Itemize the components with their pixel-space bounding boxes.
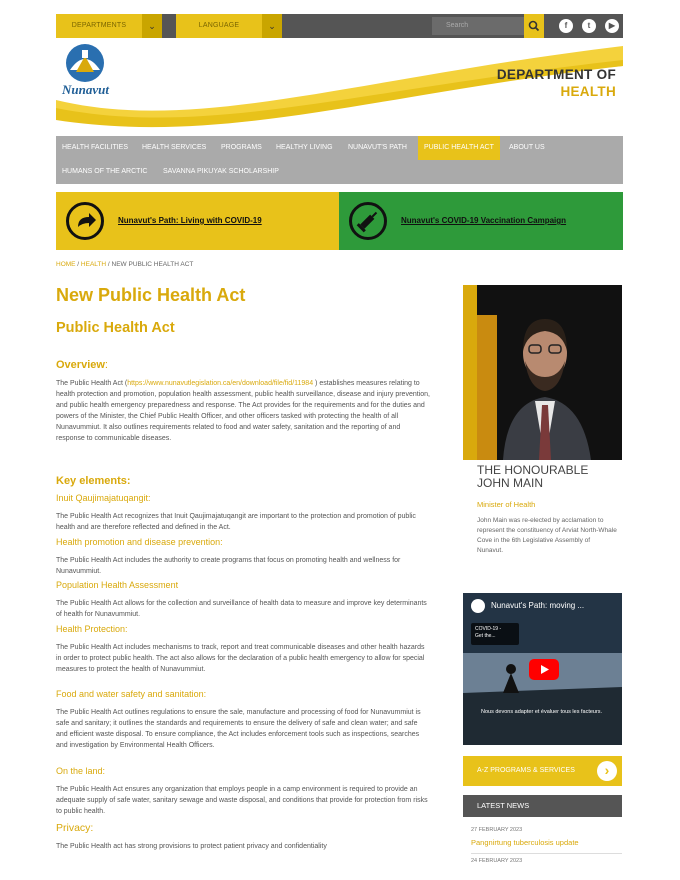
main-nav: [56, 136, 623, 184]
search-input[interactable]: Search: [432, 17, 524, 35]
breadcrumb: HOME / HEALTH / NEW PUBLIC HEALTH ACT: [56, 261, 194, 268]
news-title[interactable]: Pangnirtung tuberculosis update: [471, 838, 579, 847]
section-text-population-health: The Public Health Act allows for the collection and surveillance of health data to measure and improve key determinants of health for Nunavummiut.: [56, 600, 427, 618]
news-divider: [471, 853, 622, 854]
syringe-icon: [349, 202, 387, 240]
nunavut-crest-icon: [62, 42, 108, 84]
nav-item-nunavuts-path[interactable]: NUNAVUT'S PATH: [348, 144, 407, 151]
twitter-icon[interactable]: t: [582, 19, 596, 33]
section-heading-food-water: Food and water safety and sanitation:: [56, 689, 207, 699]
nav-item-health-services[interactable]: HEALTH SERVICES: [142, 144, 207, 151]
vaccination-campaign-banner[interactable]: [339, 192, 623, 250]
facebook-icon[interactable]: f: [559, 19, 573, 33]
section-text-health-promotion: The Public Health Act includes the authority to create programs that focus on promoting health and wellness for Nunavummiut.: [56, 557, 401, 575]
minister-role: Minister of Health: [477, 500, 536, 509]
section-heading-privacy: Privacy:: [56, 822, 94, 834]
chevron-down-icon[interactable]: ⌄: [262, 14, 282, 38]
video-embed[interactable]: [463, 593, 622, 745]
department-title: DEPARTMENT OF: [496, 67, 616, 82]
search-icon: [524, 14, 544, 38]
video-caption: Nous devons adapter et évaluer tous les facteurs.: [481, 709, 603, 715]
nav-item-healthy-living[interactable]: HEALTHY LIVING: [276, 144, 333, 151]
news-date: 24 FEBRUARY 2023: [471, 858, 523, 864]
section-text-health-protection: The Public Health Act includes mechanisms to track, report and treat communicable diseases and other health hazards in order to protect public health. The act also allows for the declaration of a public health emergency to allow for special measures to protect the health of Nunavummiut.: [56, 644, 425, 673]
video-title[interactable]: Nunavut's Path: moving ...: [491, 601, 585, 610]
arrow-right-icon: [66, 202, 104, 240]
chevron-down-icon[interactable]: ⌄: [142, 14, 162, 38]
section-heading-on-the-land: On the land:: [56, 766, 106, 776]
site-header: [56, 38, 623, 132]
search-button[interactable]: [524, 14, 544, 38]
breadcrumb-health[interactable]: HEALTH: [80, 261, 107, 268]
section-text-privacy: The Public Health act has strong provisions to protect patient privacy and confidentiality: [56, 843, 327, 850]
language-dropdown[interactable]: [176, 14, 282, 38]
news-date: 27 FEBRUARY 2023: [471, 827, 523, 833]
section-heading-health-protection: Health Protection:: [56, 624, 128, 634]
overview-text: The Public Health Act (https://www.nunavutlegislation.ca/en/download/file/fid/11984 ) establishes measures relating to health protection and promotion, population health assessment, public health surveillance, disease and injury prevention, and public health emergency preparedness and response. The Act provides for the requirements and for the duties and powers of the Minister, the Chief Public Health Officer, and other officers tasked with protecting the health of all Nunavummiut. It also outlines requirements related to food and water safety, sanitation and the reporting of and response to communicable diseases.: [56, 380, 430, 442]
youtube-icon[interactable]: ▶: [605, 19, 619, 33]
az-programs-label: A-Z PROGRAMS & SERVICES: [477, 767, 575, 774]
key-elements-heading: Key elements:: [56, 475, 131, 487]
minister-name: THE HONOURABLE JOHN MAIN: [477, 463, 589, 490]
breadcrumb-current: NEW PUBLIC HEALTH ACT: [111, 261, 194, 268]
section-heading-health-promotion: Health promotion and disease prevention:: [56, 537, 223, 547]
play-icon[interactable]: [529, 659, 559, 680]
chevron-right-icon: ›: [597, 761, 617, 781]
living-with-covid-banner[interactable]: [56, 192, 339, 250]
page-subtitle: Public Health Act: [56, 320, 175, 336]
video-channel-icon: [471, 599, 485, 613]
nav-item-savanna-pikuyak-scholarship[interactable]: SAVANNA PIKUYAK SCHOLARSHIP: [163, 168, 279, 175]
logo-text: Nunavut: [62, 82, 109, 97]
section-text-iq: The Public Health Act recognizes that Inuit Qaujimajatuqangit are important to the protection and promotion of public health and are therefore reflected and defined in the Act.: [56, 513, 416, 531]
az-programs-button[interactable]: [463, 756, 622, 786]
minister-bio: John Main was re-elected by acclamation to represent the constituency of Arviat North-Whale Cove in the 6th Legislative Assembly of Nunavut.: [477, 517, 617, 554]
nav-item-programs[interactable]: PROGRAMS: [221, 144, 262, 151]
overview-heading: Overview:: [56, 359, 108, 371]
living-with-covid-link[interactable]: Nunavut's Path: Living with COVID-19: [118, 216, 262, 225]
section-text-food-water: The Public Health Act outlines regulations to ensure the sale, manufacture and processing of food for Nunavummiut is safe and sanitary; it outlines the standards and requirements to ensure the delivery of safe and clean water; and safe and efficient waste disposal. To ensure compliance, the Act includes enforcement tools such as inspections, searches and investigation by Environmental Health Officers.: [56, 709, 421, 749]
page-title: New Public Health Act: [56, 285, 246, 305]
section-heading-iq: Inuit Qaujimajatuqangit:: [56, 493, 151, 503]
section-heading-population-health: Population Health Assessment: [56, 580, 179, 590]
nav-item-health-facilities[interactable]: HEALTH FACILITIES: [62, 144, 128, 151]
vaccination-campaign-link[interactable]: Nunavut's COVID-19 Vaccination Campaign: [401, 216, 567, 225]
top-bar: [56, 14, 623, 38]
section-text-on-the-land: The Public Health Act ensures any organization that employs people in a camp environment is required to provide an adequate supply of safe water, sanitary sewage and waste disposal, and conditions that provide for protection from risks to public health.: [56, 786, 428, 815]
breadcrumb-home[interactable]: HOME: [56, 261, 76, 268]
nav-item-about-us[interactable]: ABOUT US: [509, 144, 545, 151]
nav-item-public-health-act[interactable]: PUBLIC HEALTH ACT: [418, 136, 500, 160]
departments-label: DEPARTMENTS: [71, 22, 127, 29]
language-label: LANGUAGE: [198, 22, 240, 29]
department-subtitle: HEALTH: [560, 84, 616, 99]
legislation-link[interactable]: https://www.nunavutlegislation.ca/en/download/file/fid/11984: [127, 380, 314, 387]
video-card[interactable]: COVID-19 - Get the...: [471, 623, 519, 645]
latest-news-header: LATEST NEWS: [463, 795, 622, 817]
header-swoosh: [56, 38, 623, 132]
nunavut-logo[interactable]: [62, 42, 108, 98]
departments-dropdown[interactable]: [56, 14, 162, 38]
nav-item-humans-of-the-arctic[interactable]: HUMANS OF THE ARCTIC: [62, 168, 148, 175]
minister-portrait: [463, 285, 622, 460]
